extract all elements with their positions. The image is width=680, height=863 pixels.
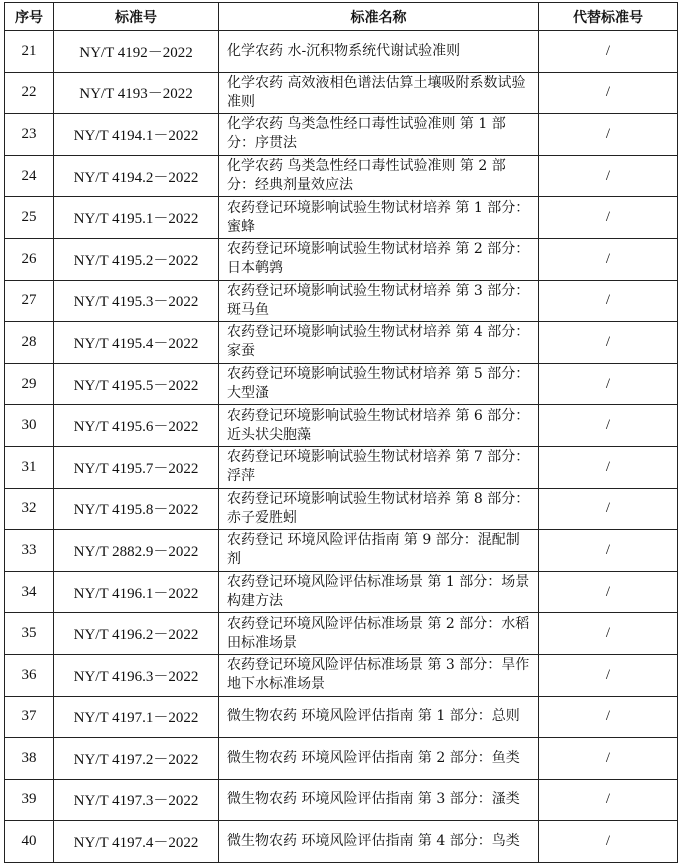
row-replace: / [539, 322, 678, 364]
row-code: NY/T 4195.5－2022 [54, 363, 219, 405]
row-name: 微生物农药 环境风险评估指南 第 1 部分：总则 [219, 696, 539, 738]
row-code: NY/T 4196.2－2022 [54, 613, 219, 655]
table-row [5, 280, 678, 322]
table-header-row [5, 3, 678, 31]
row-name: 农药登记环境影响试验生物试材培养 第 4 部分：家蚕 [219, 322, 539, 364]
table-row [5, 31, 678, 73]
standards-table [4, 2, 678, 863]
row-name: 农药登记环境影响试验生物试材培养 第 3 部分：斑马鱼 [219, 280, 539, 322]
row-replace: / [539, 654, 678, 696]
row-replace: / [539, 280, 678, 322]
row-code: NY/T 4195.6－2022 [54, 405, 219, 447]
row-code: NY/T 4195.2－2022 [54, 238, 219, 280]
row-replace: / [539, 238, 678, 280]
row-seq: 28 [5, 322, 54, 364]
header-replace: 代替标准号 [539, 3, 678, 31]
table-row [5, 322, 678, 364]
row-seq: 25 [5, 197, 54, 239]
row-code: NY/T 4195.3－2022 [54, 280, 219, 322]
row-name: 化学农药 高效液相色谱法估算土壤吸附系数试验准则 [219, 72, 539, 114]
row-seq: 33 [5, 530, 54, 572]
row-name: 农药登记环境风险评估标准场景 第 1 部分：场景构建方法 [219, 571, 539, 613]
row-replace: / [539, 779, 678, 821]
row-replace: / [539, 446, 678, 488]
row-replace: / [539, 571, 678, 613]
row-seq: 37 [5, 696, 54, 738]
row-name: 农药登记环境影响试验生物试材培养 第 7 部分：浮萍 [219, 446, 539, 488]
row-name: 农药登记环境风险评估标准场景 第 2 部分：水稻田标准场景 [219, 613, 539, 655]
row-seq: 35 [5, 613, 54, 655]
row-replace: / [539, 31, 678, 73]
row-replace: / [539, 738, 678, 780]
row-replace: / [539, 696, 678, 738]
table-row [5, 654, 678, 696]
row-code: NY/T 4197.3－2022 [54, 779, 219, 821]
row-seq: 40 [5, 821, 54, 863]
table-row [5, 405, 678, 447]
row-replace: / [539, 114, 678, 156]
row-seq: 21 [5, 31, 54, 73]
row-seq: 23 [5, 114, 54, 156]
header-name: 标准名称 [219, 3, 539, 31]
row-replace: / [539, 405, 678, 447]
row-replace: / [539, 530, 678, 572]
row-seq: 36 [5, 654, 54, 696]
row-replace: / [539, 613, 678, 655]
row-seq: 29 [5, 363, 54, 405]
table-row [5, 530, 678, 572]
table-row [5, 363, 678, 405]
header-seq: 序号 [5, 3, 54, 31]
row-code: NY/T 4197.2－2022 [54, 738, 219, 780]
row-replace: / [539, 155, 678, 197]
table-row [5, 571, 678, 613]
row-replace: / [539, 72, 678, 114]
row-code: NY/T 4193－2022 [54, 72, 219, 114]
row-code: NY/T 4196.1－2022 [54, 571, 219, 613]
row-code: NY/T 4196.3－2022 [54, 654, 219, 696]
row-seq: 22 [5, 72, 54, 114]
row-code: NY/T 4195.1－2022 [54, 197, 219, 239]
table-row [5, 72, 678, 114]
table-row [5, 696, 678, 738]
row-code: NY/T 4197.1－2022 [54, 696, 219, 738]
row-name: 化学农药 鸟类急性经口毒性试验准则 第 1 部分：序贯法 [219, 114, 539, 156]
row-replace: / [539, 488, 678, 530]
row-seq: 38 [5, 738, 54, 780]
row-code: NY/T 4192－2022 [54, 31, 219, 73]
row-name: 化学农药 水-沉积物系统代谢试验准则 [219, 31, 539, 73]
table-row [5, 446, 678, 488]
row-name: 农药登记环境影响试验生物试材培养 第 8 部分：赤子爱胜蚓 [219, 488, 539, 530]
row-replace: / [539, 197, 678, 239]
row-name: 微生物农药 环境风险评估指南 第 2 部分：鱼类 [219, 738, 539, 780]
row-seq: 31 [5, 446, 54, 488]
table-row [5, 779, 678, 821]
row-name: 农药登记 环境风险评估指南 第 9 部分：混配制剂 [219, 530, 539, 572]
row-seq: 30 [5, 405, 54, 447]
row-name: 农药登记环境影响试验生物试材培养 第 5 部分：大型溞 [219, 363, 539, 405]
row-seq: 27 [5, 280, 54, 322]
table-row [5, 197, 678, 239]
row-name: 农药登记环境风险评估标准场景 第 3 部分：旱作地下水标准场景 [219, 654, 539, 696]
table-row [5, 155, 678, 197]
row-replace: / [539, 363, 678, 405]
row-seq: 26 [5, 238, 54, 280]
row-code: NY/T 4194.1－2022 [54, 114, 219, 156]
row-name: 农药登记环境影响试验生物试材培养 第 6 部分：近头状尖胞藻 [219, 405, 539, 447]
table-row [5, 613, 678, 655]
table-row [5, 488, 678, 530]
row-seq: 24 [5, 155, 54, 197]
table-row [5, 821, 678, 863]
row-name: 微生物农药 环境风险评估指南 第 4 部分：鸟类 [219, 821, 539, 863]
row-seq: 39 [5, 779, 54, 821]
row-name: 微生物农药 环境风险评估指南 第 3 部分：溞类 [219, 779, 539, 821]
row-name: 农药登记环境影响试验生物试材培养 第 1 部分：蜜蜂 [219, 197, 539, 239]
row-name: 农药登记环境影响试验生物试材培养 第 2 部分：日本鹌鹑 [219, 238, 539, 280]
table-row [5, 238, 678, 280]
row-code: NY/T 4195.7－2022 [54, 446, 219, 488]
row-seq: 32 [5, 488, 54, 530]
row-name: 化学农药 鸟类急性经口毒性试验准则 第 2 部分：经典剂量效应法 [219, 155, 539, 197]
row-replace: / [539, 821, 678, 863]
row-code: NY/T 4194.2－2022 [54, 155, 219, 197]
header-code: 标准号 [54, 3, 219, 31]
row-code: NY/T 2882.9－2022 [54, 530, 219, 572]
table-row [5, 738, 678, 780]
row-seq: 34 [5, 571, 54, 613]
row-code: NY/T 4195.4－2022 [54, 322, 219, 364]
row-code: NY/T 4197.4－2022 [54, 821, 219, 863]
table-row [5, 114, 678, 156]
row-code: NY/T 4195.8－2022 [54, 488, 219, 530]
